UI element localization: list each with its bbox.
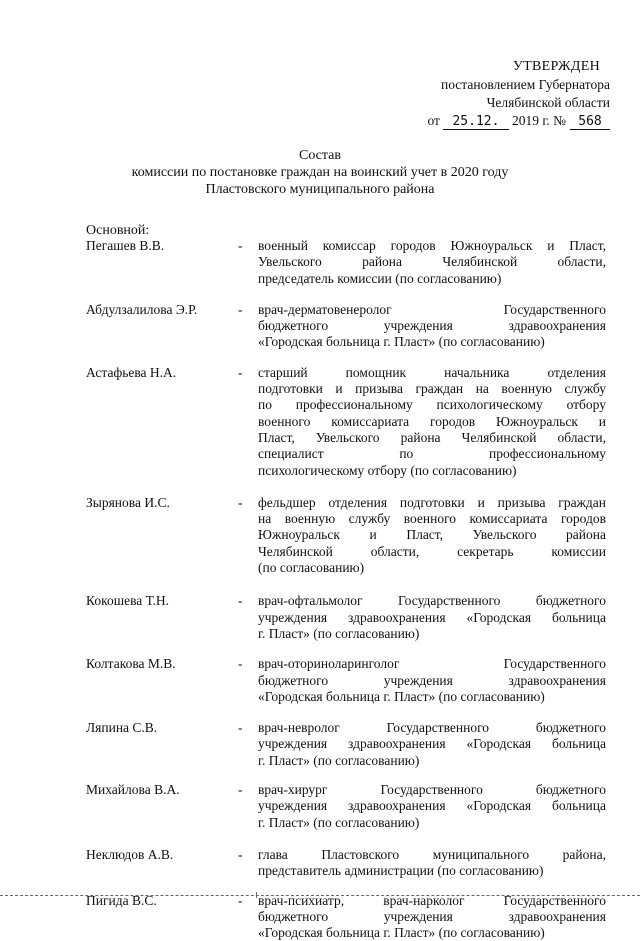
member-dash: - [238,365,243,381]
member-description-line: бюджетного учреждения здравоохранения [258,318,606,334]
member-entry [86,495,606,576]
member-description-line: на военную службу военного комиссариата городов [258,511,606,527]
member-description [258,593,606,642]
member-description [258,720,606,769]
member-description-line: врач-дерматовенеролог Государственного [258,302,606,318]
member-description-line: (по согласованию) [258,560,606,576]
member-description-line: бюджетного учреждения здравоохранения [258,673,606,689]
member-name: Колтакова М.В. [86,656,176,672]
member-description [258,495,606,576]
member-dash: - [238,893,243,909]
section-label: Основной: [86,223,149,239]
member-description-line: врач-офтальмолог Государственного бюджетного [258,593,606,609]
member-description-line: подготовки и призыва граждан на военную службу [258,381,606,397]
member-description-line: «Городская больница г. Пласт» (по согласованию) [258,334,606,350]
approval-heading: УТВЕРЖДЕН [400,58,610,76]
bottom-divider [0,895,640,896]
member-description-line: г. Пласт» (по согласованию) [258,815,606,831]
member-description-line: председатель комиссии (по согласованию) [258,271,606,287]
member-name: Зырянова И.С. [86,495,170,511]
member-description-line: учреждения здравоохранения «Городская больница [258,736,606,752]
member-description-line: старший помощник начальника отделения [258,365,606,381]
approval-from-label: от [427,112,439,130]
member-entry [86,893,606,941]
member-description-line: врач-психиатр, врач-нарколог Государственного [258,893,606,909]
member-entry [86,782,606,831]
member-description-line: психологическому отбору (по согласованию) [258,463,606,479]
approval-line-2: Челябинской области [400,94,610,112]
approval-date: 25.12. [443,114,509,130]
member-description [258,847,606,880]
member-name: Пигида В.С. [86,893,157,909]
member-description-line: врач-хирург Государственного бюджетного [258,782,606,798]
doc-title: Состав [60,148,580,164]
approval-number: 568 [570,114,610,130]
member-description-line: военный комиссар городов Южноуральск и Пласт, [258,238,606,254]
member-name: Неклюдов А.В. [86,847,173,863]
member-description [258,782,606,831]
member-description-line: «Городская больница г. Пласт» (по согласованию) [258,925,606,941]
member-description [258,656,606,705]
member-description-line: военного комиссариата городов Южноуральск и [258,414,606,430]
member-description-line: бюджетного учреждения здравоохранения [258,909,606,925]
member-description-line: г. Пласт» (по согласованию) [258,753,606,769]
member-list [86,238,606,941]
doc-subtitle-line-1: комиссии по постановке граждан на воинский учет в 2020 году [60,165,580,181]
doc-subtitle-line-2: Пластовского муниципального района [60,182,580,198]
member-name: Астафьева Н.А. [86,365,176,381]
member-description [258,302,606,351]
member-name: Ляпина С.В. [86,720,157,736]
member-dash: - [238,847,243,863]
member-description-line: учреждения здравоохранения «Городская больница [258,610,606,626]
member-description-line: Челябинской области, секретарь комиссии [258,544,606,560]
member-description-line: специалист по профессиональному [258,446,606,462]
approval-block [400,58,610,130]
member-entry [86,656,606,705]
member-entry [86,847,606,880]
member-description-line: глава Пластовского муниципального района, [258,847,606,863]
member-dash: - [238,302,243,318]
member-description [258,893,606,941]
member-description [258,365,606,479]
approval-line-1: постановлением Губернатора [400,76,610,94]
member-description-line: «Городская больница г. Пласт» (по согласованию) [258,689,606,705]
member-description-line: врач-оториноларинголог Государственного [258,656,606,672]
member-description-line: врач-невролог Государственного бюджетного [258,720,606,736]
member-description-line: Пласт, Увельского района Челябинской области, [258,430,606,446]
approval-date-row [400,112,610,130]
member-name: Кокошева Т.Н. [86,593,169,609]
member-dash: - [238,656,243,672]
member-dash: - [238,720,243,736]
member-description-line: г. Пласт» (по согласованию) [258,626,606,642]
member-description [258,238,606,287]
member-description-line: Увельского района Челябинской области, [258,254,606,270]
member-name: Михайлова В.А. [86,782,180,798]
member-entry [86,365,606,479]
member-entry [86,238,606,287]
member-dash: - [238,782,243,798]
approval-year-text: 2019 г. № [512,112,566,130]
member-entry [86,720,606,769]
member-entry [86,593,606,642]
member-description-line: фельдшер отделения подготовки и призыва граждан [258,495,606,511]
member-dash: - [238,238,243,254]
member-dash: - [238,593,243,609]
member-dash: - [238,495,243,511]
member-entry [86,302,606,351]
member-description-line: представитель администрации (по согласованию) [258,863,606,879]
member-name: Пегашев В.В. [86,238,164,254]
member-name: Абдулзалилова Э.Р. [86,302,197,318]
member-description-line: Южноуральск и Пласт, Увельского района [258,527,606,543]
member-description-line: по профессиональному психологическому отбору [258,397,606,413]
bottom-divider-tick [256,892,257,898]
member-description-line: учреждения здравоохранения «Городская больница [258,798,606,814]
